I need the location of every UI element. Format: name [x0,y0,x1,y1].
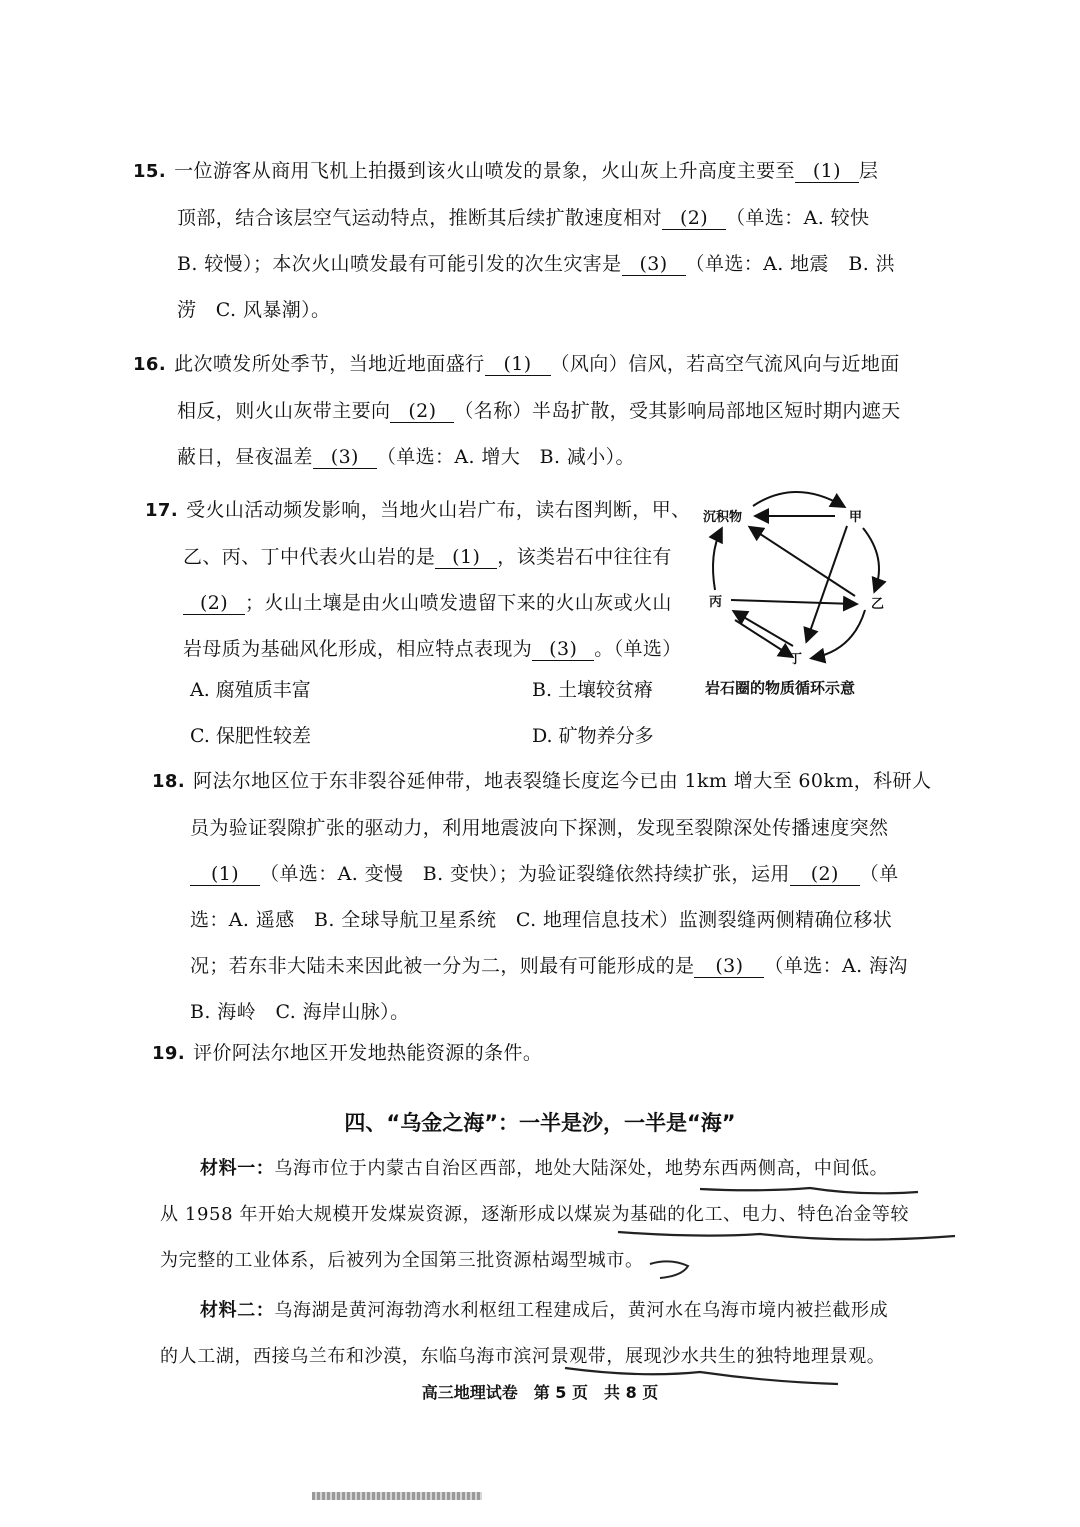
question-text: 相反，则火山灰带主要向 [177,400,391,422]
question-text: 。（单选） [594,638,682,660]
answer-blank-1[interactable]: (1) [190,863,260,886]
label-ding: 丁 [789,652,803,667]
scan-smudge [312,1492,482,1500]
question-text: 层 [858,160,879,182]
diagram-caption: 岩石圈的物质循环示意 [705,679,856,697]
material-text: 的人工湖，西接乌兰布和沙漠，东临乌海市滨河景观带，展现沙水共生的独特地理景观。 [160,1346,886,1367]
question-text: 受火山活动频发影响，当地火山岩广布，读右图判断，甲、 [186,499,691,521]
question-text: （单选：A. 变慢 B. 变快）；为验证裂缝依然持续扩张，运用 [260,863,790,885]
question-text: 阿法尔地区位于东非裂谷延伸带，地表裂缝长度迄今已由 1km 增大至 60km，科研人 [193,770,932,792]
question-text: （单选：A. 增大 B. 减小）。 [376,446,635,468]
answer-blank-3[interactable]: (3) [313,446,377,469]
label-sediment: 沉积物 [703,510,743,525]
material-text: 乌海市位于内蒙古自治区西部，地处大陆深处，地势东西两侧高，中间低。 [274,1158,889,1179]
question-text: B. 较慢）；本次火山喷发最有可能引发的次生灾害是 [177,253,622,275]
question-number: 16. [133,354,167,375]
material-label: 材料一： [200,1158,275,1179]
question-text: 一位游客从商用飞机上拍摄到该火山喷发的景象，火山灰上升高度主要至 [174,160,795,182]
question-number: 17. [145,500,179,521]
option-d[interactable]: D. 矿物养分多 [532,725,654,747]
section-heading: 四、“乌金之海”：一半是沙，一半是“海” [344,1111,736,1135]
material-label: 材料二： [200,1300,275,1321]
question-text: （单选：A. 较快 [726,207,870,229]
answer-blank-1[interactable]: (1) [795,160,859,183]
option-c[interactable]: C. 保肥性较差 [190,725,311,747]
answer-blank-1[interactable]: (1) [485,353,551,376]
question-text: （单 [859,863,899,885]
label-yi: 乙 [871,597,885,612]
question-text: （单选：A. 地震 B. 洪 [685,253,895,275]
question-text: （名称）半岛扩散，受其影响局部地区短时期内遮天 [454,400,901,422]
material-text: 为完整的工业体系，后被列为全国第三批资源枯竭型城市。 [160,1250,644,1271]
question-text: （风向）信风，若高空气流风向与近地面 [550,353,900,375]
question-text: （单选：A. 海沟 [764,955,908,977]
question-text: ，该类岩石中往往有 [497,546,672,568]
answer-blank-3[interactable]: (3) [694,955,764,978]
question-text: 选：A. 遥感 B. 全球导航卫星系统 C. 地理信息技术）监测裂缝两侧精确位移状 [190,909,893,931]
question-text: B. 海岭 C. 海岸山脉）。 [190,1001,410,1023]
answer-blank-3[interactable]: (3) [622,253,686,276]
question-text: 涝 C. 风暴潮）。 [177,299,331,321]
question-number: 19. [152,1043,186,1064]
answer-blank-2[interactable]: (2) [662,207,726,230]
answer-blank-3[interactable]: (3) [532,638,594,661]
question-text: ；火山土壤是由火山喷发遗留下来的火山灰或火山 [245,592,672,614]
question-text: 况；若东非大陆未来因此被一分为二，则最有可能形成的是 [190,955,695,977]
question-text: 乙、丙、丁中代表火山岩的是 [183,546,436,568]
question-text: 评价阿法尔地区开发地热能资源的条件。 [193,1042,543,1064]
question-number: 18. [152,771,186,792]
question-text: 此次喷发所处季节，当地近地面盛行 [174,353,485,375]
answer-blank-2[interactable]: (2) [183,592,245,615]
answer-blank-2[interactable]: (2) [390,400,454,423]
label-bing: 丙 [709,595,723,610]
question-text: 蔽日，昼夜温差 [177,446,313,468]
answer-blank-1[interactable]: (1) [435,546,497,569]
label-jia: 甲 [849,510,863,525]
option-b[interactable]: B. 土壤较贫瘠 [532,679,654,701]
question-number: 15. [133,161,167,182]
answer-blank-2[interactable]: (2) [790,863,860,886]
material-text: 从 1958 年开始大规模开发煤炭资源，逐渐形成以煤炭为基础的化工、电力、特色冶金等较 [160,1204,910,1225]
option-a[interactable]: A. 腐殖质丰富 [190,679,311,701]
question-text: 员为验证裂隙扩张的驱动力，利用地震波向下探测，发现至裂隙深处传播速度突然 [190,817,889,839]
page-footer: 高三地理试卷 第 5 页 共 8 页 [421,1383,659,1402]
question-text: 岩母质为基础风化形成，相应特点表现为 [183,638,533,660]
question-text: 顶部，结合该层空气运动特点，推断其后续扩散速度相对 [177,207,663,229]
material-text: 乌海湖是黄河海勃湾水利枢纽工程建成后，黄河水在乌海市境内被拦截形成 [274,1300,889,1321]
